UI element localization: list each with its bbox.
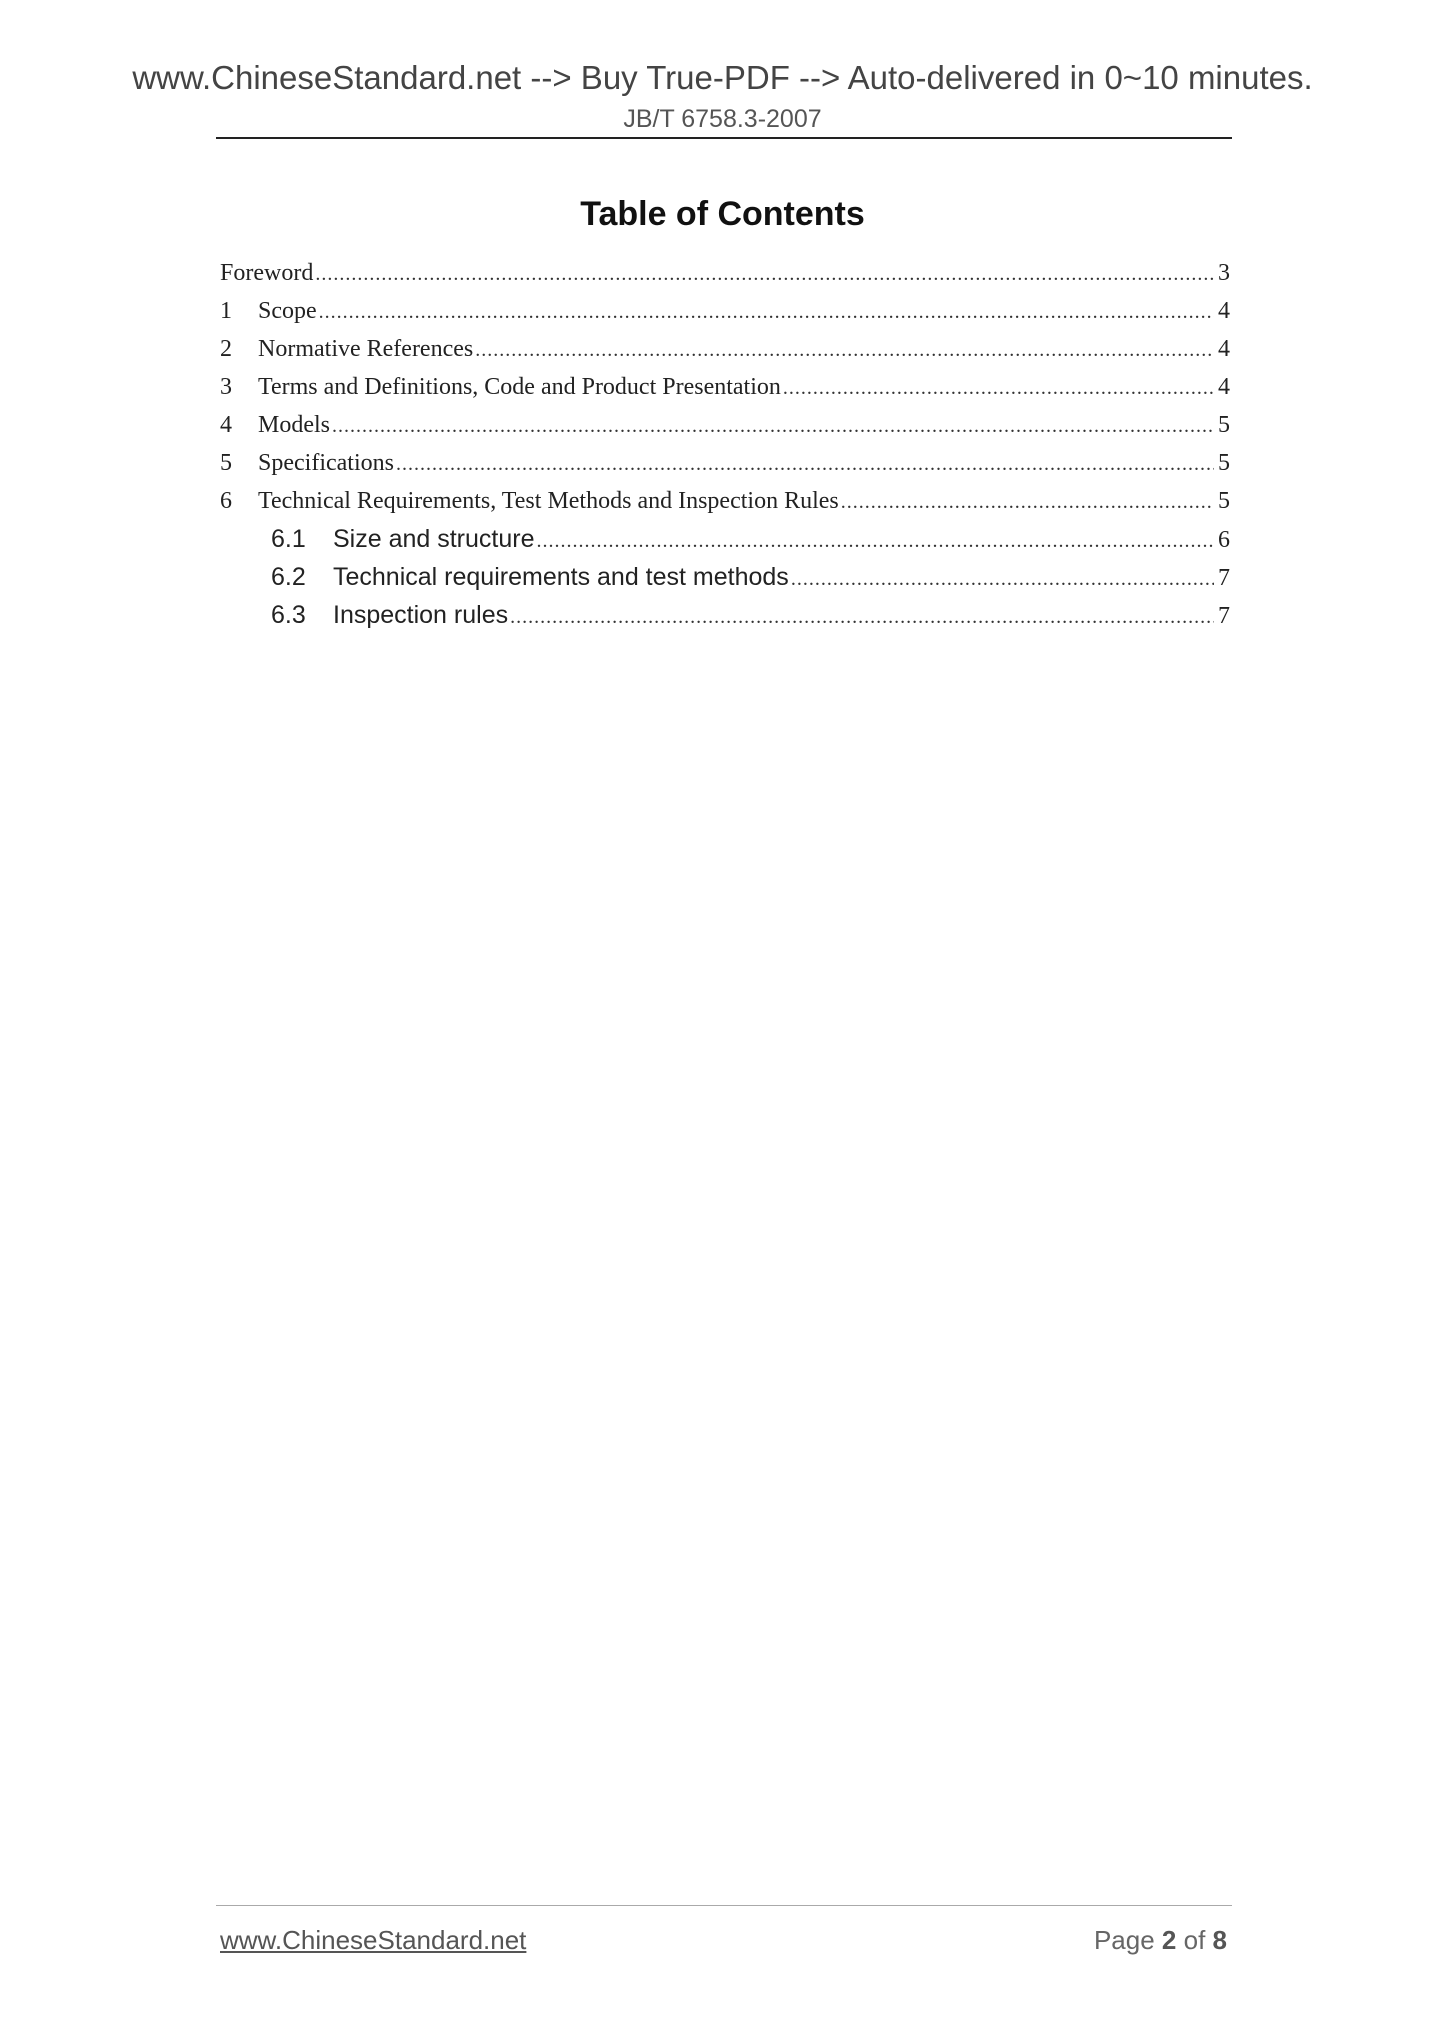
toc-entry-terms-definitions[interactable] xyxy=(220,368,1230,406)
toc-entry-number: 2 xyxy=(220,336,232,362)
toc-entry-label: Foreword xyxy=(220,260,314,286)
toc-leader-dots xyxy=(332,407,1214,445)
toc-entry-page: 4 xyxy=(1218,298,1230,324)
toc-entry-label: Specifications xyxy=(258,450,394,476)
toc-entry-normative-references[interactable] xyxy=(220,330,1230,368)
toc-title: Table of Contents xyxy=(580,195,865,233)
toc-entry-number: 6.1 xyxy=(271,525,306,553)
toc-leader-dots xyxy=(791,560,1214,598)
toc-entry-label: Technical requirements and test methods xyxy=(333,563,789,591)
toc-entry-label: Models xyxy=(258,412,330,438)
toc-entry-label: Technical Requirements, Test Methods and Inspection Rules xyxy=(258,488,839,514)
toc-entry-foreword[interactable] xyxy=(220,254,1230,292)
toc-entry-technical-test-methods[interactable] xyxy=(220,558,1230,596)
page-indicator xyxy=(1094,1922,1227,1958)
toc-entry-label: Terms and Definitions, Code and Product Presentation xyxy=(258,374,781,400)
toc-entry-number: 3 xyxy=(220,374,232,400)
toc-leader-dots xyxy=(841,483,1214,521)
toc-entry-page: 3 xyxy=(1218,260,1230,286)
toc-entry-page: 5 xyxy=(1218,488,1230,514)
toc-leader-dots xyxy=(475,331,1214,369)
toc-entry-number: 4 xyxy=(220,412,232,438)
toc-entry-scope[interactable] xyxy=(220,292,1230,330)
toc-entry-size-structure[interactable] xyxy=(220,520,1230,558)
standard-code: JB/T 6758.3-2007 xyxy=(623,105,822,133)
toc-entry-number: 6.2 xyxy=(271,563,306,591)
footer-divider xyxy=(216,1905,1232,1906)
toc-leader-dots xyxy=(315,255,1214,293)
toc-list xyxy=(220,254,1230,634)
toc-entry-number: 6 xyxy=(220,488,232,514)
total-pages-number: 8 xyxy=(1212,1925,1227,1955)
toc-entry-page: 4 xyxy=(1218,336,1230,362)
toc-entry-page: 7 xyxy=(1218,603,1230,629)
toc-entry-number: 1 xyxy=(220,298,232,324)
toc-leader-dots xyxy=(319,293,1214,331)
toc-entry-page: 5 xyxy=(1218,450,1230,476)
toc-entry-technical-requirements[interactable] xyxy=(220,482,1230,520)
toc-entry-specifications[interactable] xyxy=(220,444,1230,482)
toc-entry-models[interactable] xyxy=(220,406,1230,444)
of-word: of xyxy=(1183,1925,1206,1955)
toc-entry-inspection-rules[interactable] xyxy=(220,596,1230,634)
toc-entry-page: 5 xyxy=(1218,412,1230,438)
current-page-number: 2 xyxy=(1161,1925,1177,1955)
toc-leader-dots xyxy=(783,369,1214,407)
toc-entry-page: 4 xyxy=(1218,374,1230,400)
toc-leader-dots xyxy=(537,522,1215,560)
page-word: Page xyxy=(1093,1925,1155,1955)
toc-entry-number: 6.3 xyxy=(271,601,306,629)
toc-entry-label: Size and structure xyxy=(333,525,535,553)
toc-entry-page: 7 xyxy=(1218,565,1230,591)
toc-leader-dots xyxy=(510,598,1214,636)
toc-entry-label: Inspection rules xyxy=(333,601,509,629)
toc-leader-dots xyxy=(396,445,1214,483)
header-divider xyxy=(216,137,1232,139)
footer-site-link[interactable]: www.ChineseStandard.net xyxy=(220,1925,527,1955)
top-banner: www.ChineseStandard.net --> Buy True-PDF --> Auto-delivered in 0~10 minutes. xyxy=(132,59,1313,96)
toc-entry-page: 6 xyxy=(1218,527,1230,553)
toc-entry-number: 5 xyxy=(220,450,232,476)
toc-entry-label: Normative References xyxy=(258,336,474,362)
toc-entry-label: Scope xyxy=(258,298,317,324)
